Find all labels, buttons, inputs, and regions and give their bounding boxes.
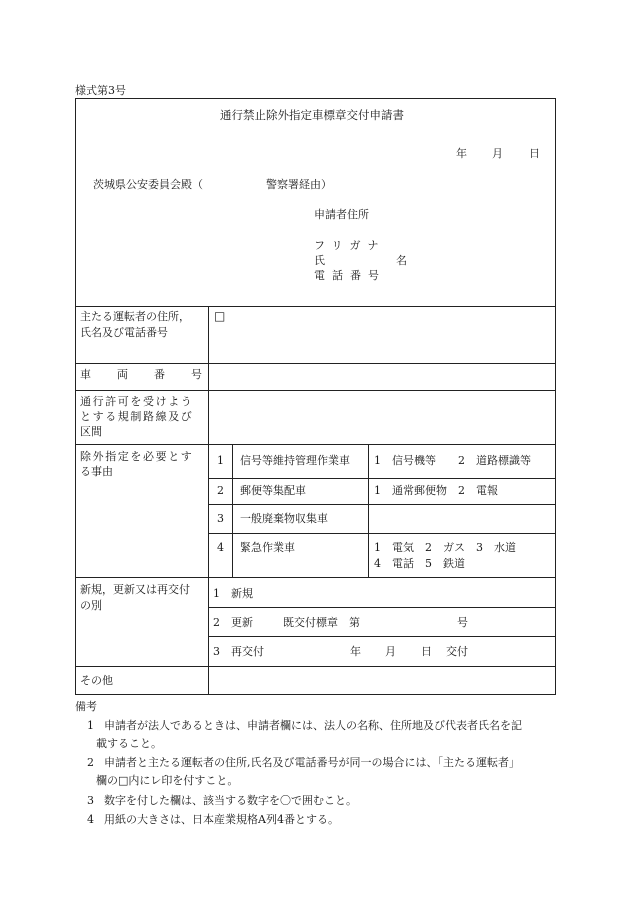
applicant-furigana-label: フリガナ bbox=[314, 239, 386, 252]
date-day: 日 bbox=[529, 147, 540, 160]
type-reissue-month: 月 bbox=[385, 645, 396, 658]
note-text: 欄の□内にレ印を付すこと。 bbox=[96, 774, 239, 787]
reason-item-name: 信号等維持管理作業車 bbox=[240, 454, 350, 467]
row-divider bbox=[208, 533, 555, 534]
type-reissue-day: 日 bbox=[421, 645, 432, 658]
other-label: その他 bbox=[80, 674, 113, 687]
reason-label: 除外指定を必要とす bbox=[80, 450, 194, 463]
reason-label: る事由 bbox=[80, 465, 113, 478]
note-number: 1 bbox=[87, 719, 94, 732]
reason-item-detail: 1 通常郵便物 2 電報 bbox=[374, 484, 498, 497]
notes-heading: 備考 bbox=[75, 700, 97, 713]
note-number: 4 bbox=[87, 813, 94, 826]
type-reissue: 3 再交付 bbox=[213, 645, 264, 658]
type-reissue-issue: 交付 bbox=[446, 645, 468, 658]
type-label: の別 bbox=[80, 599, 102, 612]
note-text: 申請者が法人であるときは、申請者欄には、法人の名称、住所地及び代表者氏名を記 bbox=[104, 719, 522, 732]
reason-item-detail: 1 電気 2 ガス 3 水道 bbox=[374, 541, 516, 554]
type-reissue-year: 年 bbox=[350, 645, 361, 658]
row-divider bbox=[76, 363, 555, 364]
driver-label: 氏名及び電話番号 bbox=[80, 326, 168, 339]
row-divider bbox=[76, 390, 555, 391]
row-divider bbox=[76, 666, 555, 667]
note-number: 2 bbox=[87, 756, 94, 769]
addressee-suffix: 警察署経由） bbox=[266, 178, 332, 191]
type-label: 新規，更新又は再交付 bbox=[80, 583, 190, 596]
note-text: 数字を付した欄は、該当する数字を〇で囲むこと。 bbox=[104, 794, 357, 807]
date-year: 年 bbox=[456, 147, 467, 160]
reason-item-name: 郵便等集配車 bbox=[240, 484, 306, 497]
applicant-phone-label: 電話番号 bbox=[314, 269, 386, 282]
reason-item-detail: 4 電話 5 鉄道 bbox=[374, 557, 465, 570]
driver-label: 主たる運転者の住所， bbox=[80, 310, 190, 323]
reason-item-number: 2 bbox=[217, 484, 224, 497]
reason-item-name: 一般廃棄物収集車 bbox=[240, 512, 328, 525]
route-label: とする規制路線及び bbox=[80, 410, 194, 423]
reason-item-number: 3 bbox=[217, 512, 224, 525]
note-text: 申請者と主たる運転者の住所,氏名及び電話番号が同一の場合には、「主たる運転者」 bbox=[104, 756, 520, 769]
form-title: 通行禁止除外指定車標章交付申請書 bbox=[220, 108, 404, 122]
note-text: 用紙の大きさは、日本産業規格A列4番とする。 bbox=[104, 813, 339, 826]
type-renew: 2 更新 bbox=[213, 616, 253, 629]
form-number: 様式第3号 bbox=[75, 84, 126, 97]
note-number: 3 bbox=[87, 794, 94, 807]
type-renew-number-suffix: 号 bbox=[457, 616, 468, 629]
row-divider bbox=[208, 636, 555, 637]
addressee-prefix: 茨城県公安委員会殿（ bbox=[93, 178, 203, 191]
reason-item-name: 緊急作業車 bbox=[240, 541, 295, 554]
row-divider bbox=[208, 607, 555, 608]
row-divider bbox=[208, 504, 555, 505]
route-label: 区間 bbox=[80, 425, 102, 438]
route-label: 通行許可を受けよう bbox=[80, 395, 194, 408]
applicant-name-label: 氏 名 bbox=[314, 254, 437, 267]
reason-item-number: 4 bbox=[217, 541, 224, 554]
row-divider bbox=[76, 577, 555, 578]
vehicle-number-label: 車両番号 bbox=[80, 368, 228, 381]
reason-item-detail: 1 信号機等 2 道路標識等 bbox=[374, 454, 531, 467]
driver-checkbox[interactable]: □ bbox=[214, 309, 226, 323]
column-divider bbox=[232, 444, 233, 577]
row-divider bbox=[208, 478, 555, 479]
row-divider bbox=[76, 444, 555, 445]
row-divider bbox=[76, 306, 555, 307]
note-text: 載すること。 bbox=[96, 737, 162, 750]
type-renew-ref: 既交付標章 第 bbox=[283, 616, 360, 629]
type-new: 1 新規 bbox=[213, 587, 253, 600]
reason-item-number: 1 bbox=[217, 454, 224, 467]
applicant-address-label: 申請者住所 bbox=[314, 208, 369, 221]
column-divider bbox=[368, 444, 369, 577]
date-month: 月 bbox=[492, 147, 503, 160]
column-divider bbox=[208, 306, 209, 694]
